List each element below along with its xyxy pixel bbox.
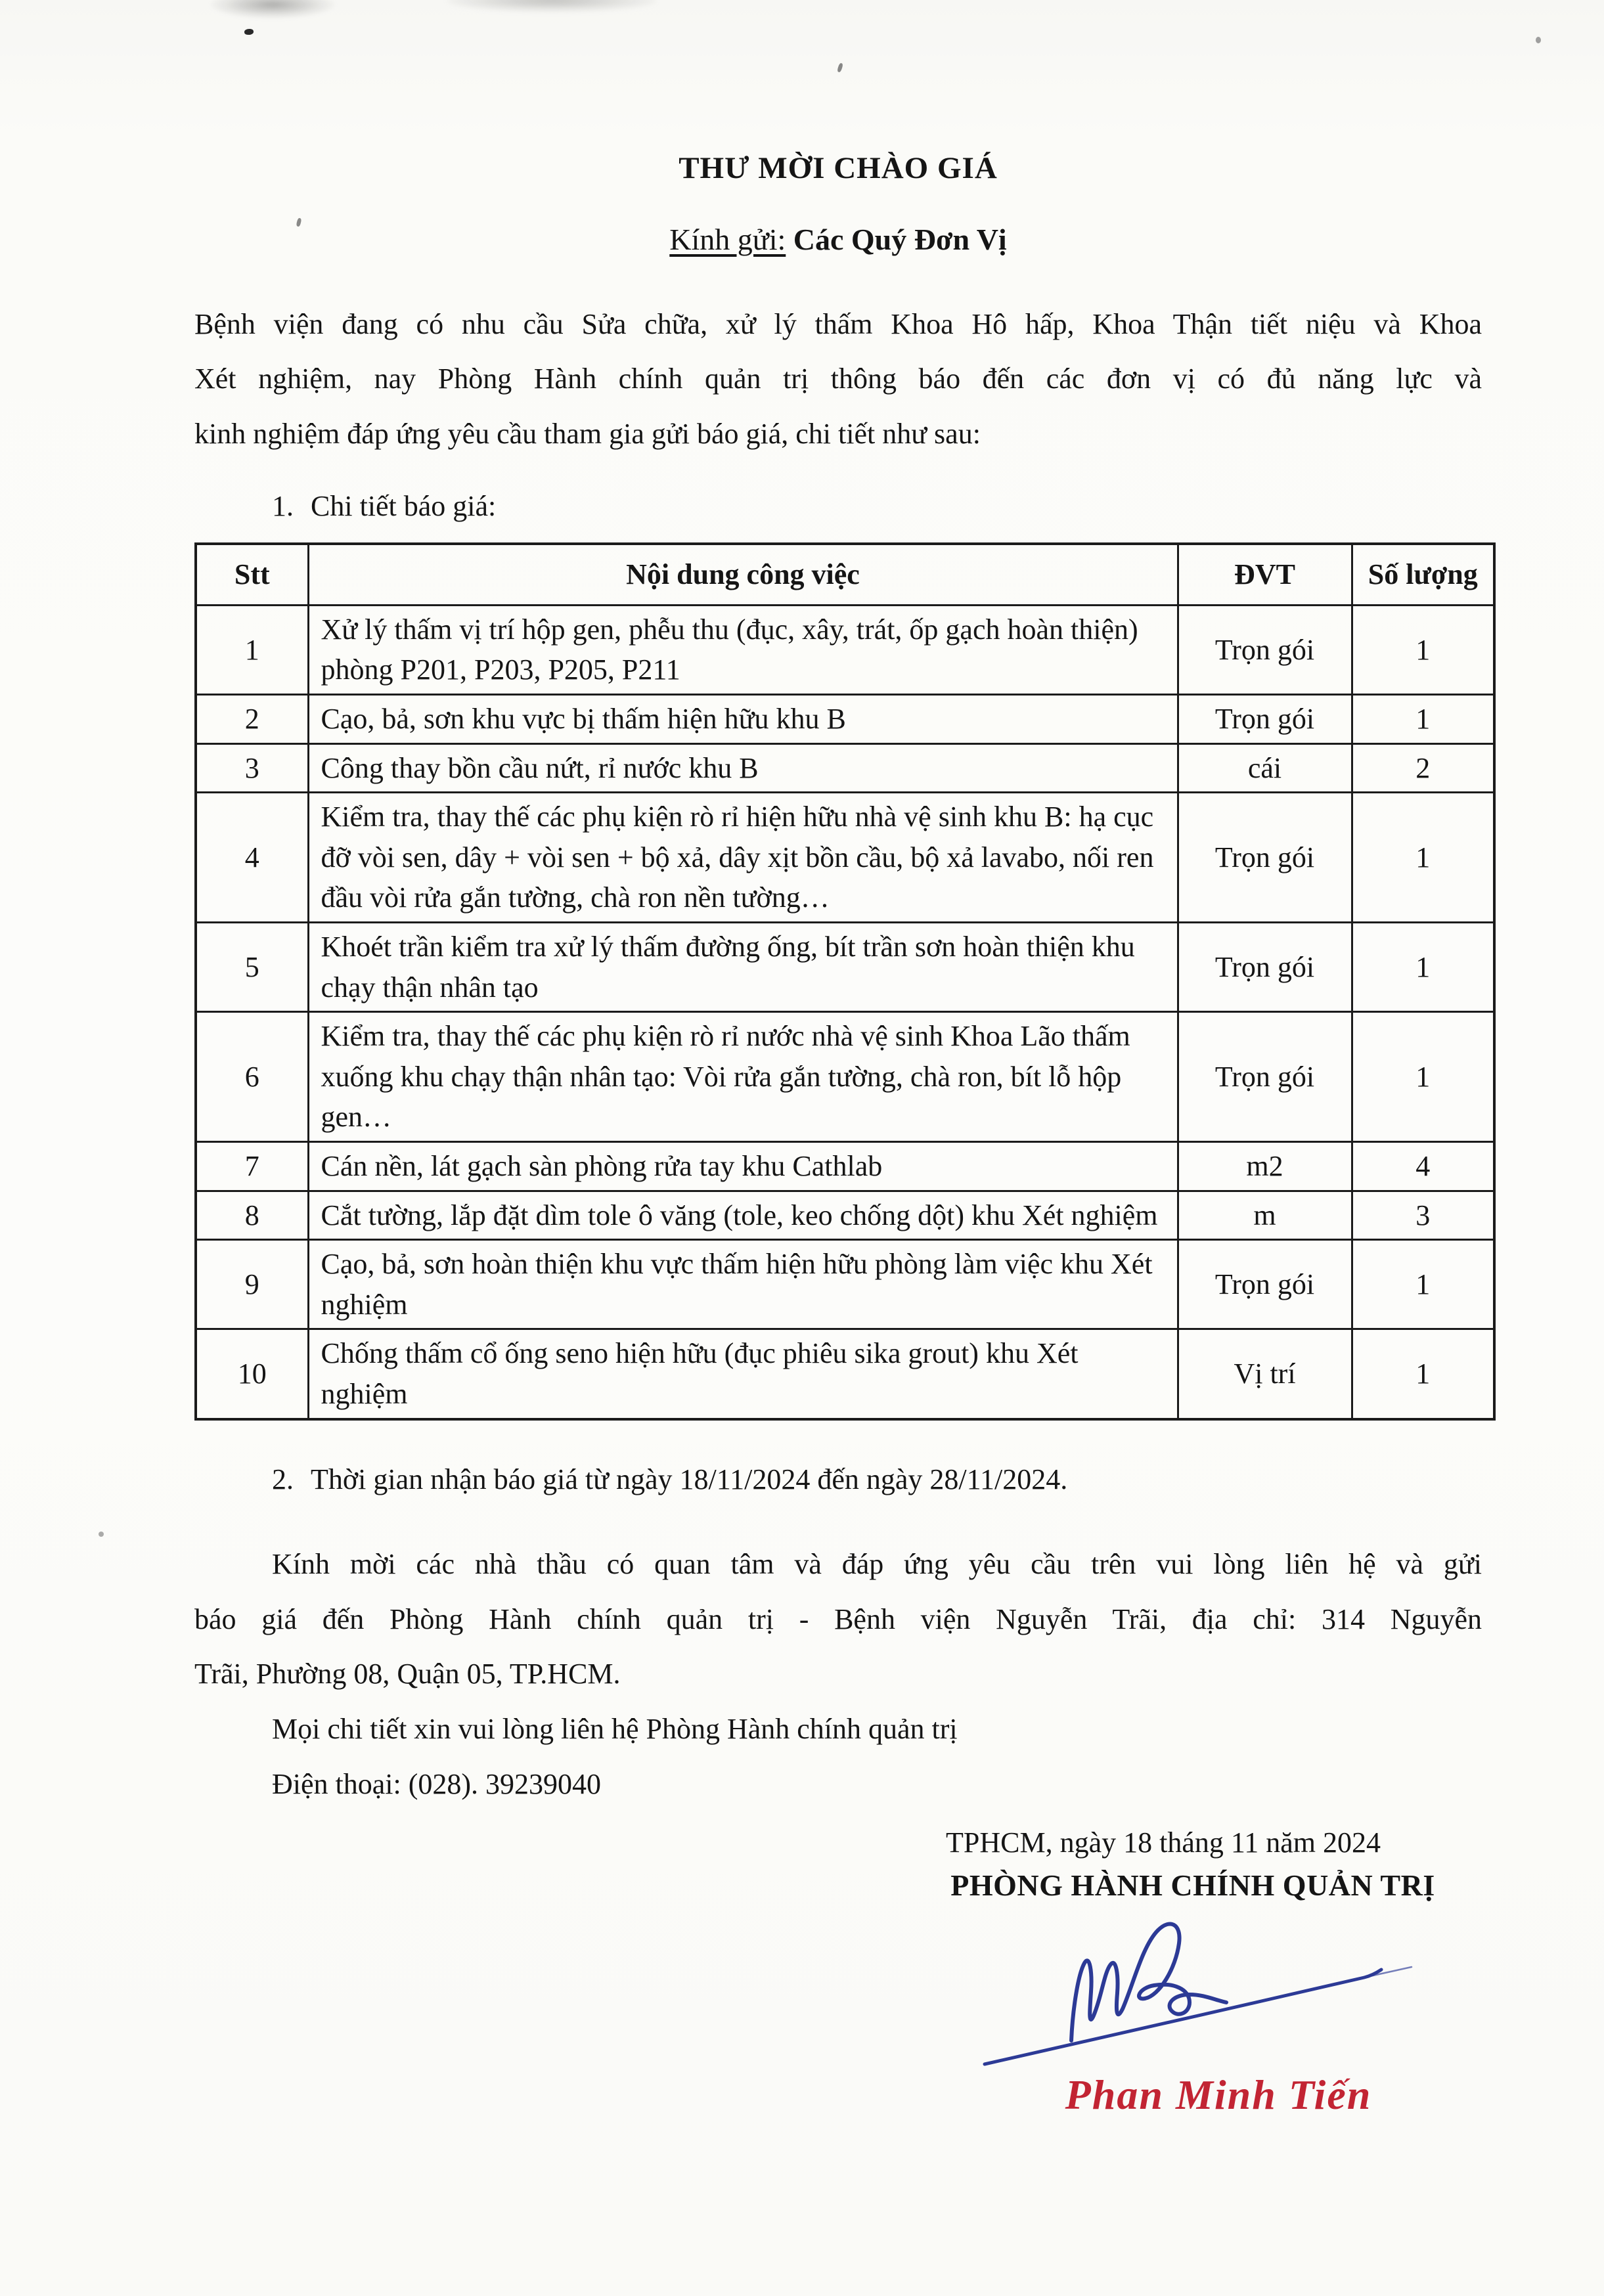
- row-qty: 3: [1352, 1191, 1494, 1240]
- row-unit: Trọn gói: [1178, 695, 1352, 744]
- row-content: Cán nền, lát gạch sàn phòng rửa tay khu Cathlab: [308, 1141, 1178, 1191]
- row-content: Cạo, bả, sơn hoàn thiện khu vực thấm hiện hữu phòng làm việc khu Xét nghiệm: [308, 1240, 1178, 1329]
- row-qty: 2: [1352, 743, 1494, 793]
- document-content: [194, 0, 1482, 2119]
- closing-line: báo giá đến Phòng Hành chính quản trị - Bệnh viện Nguyễn Trãi, địa chỉ: 314 Nguyễn: [194, 1602, 1482, 1635]
- row-content: Cắt tường, lắp đặt dìm tole ô văng (tole, keo chống dột) khu Xét nghiệm: [308, 1191, 1178, 1240]
- signature-block: [835, 1822, 1492, 2119]
- table-row: [196, 1240, 1494, 1329]
- row-unit: Trọn gói: [1178, 793, 1352, 923]
- row-unit: Trọn gói: [1178, 1012, 1352, 1142]
- contact-line: Mọi chi tiết xin vui lòng liên hệ Phòng Hành chính quản trị: [272, 1712, 958, 1745]
- place-date-line: TPHCM, ngày 18 tháng 11 năm 2024: [946, 1826, 1381, 1859]
- row-qty: 1: [1352, 605, 1494, 694]
- salutation-recipient: Các Quý Đơn Vị: [793, 223, 1007, 257]
- row-unit: m2: [1178, 1141, 1352, 1191]
- section-1-number: 1.: [272, 489, 294, 522]
- row-qty: 1: [1352, 923, 1494, 1012]
- row-unit: Trọn gói: [1178, 923, 1352, 1012]
- row-index: 3: [196, 743, 308, 793]
- row-content: Kiểm tra, thay thế các phụ kiện rò rỉ hiện hữu nhà vệ sinh khu B: hạ cục đỡ vòi sen, dây + vòi sen + bộ xả, dây xịt bồn cầu, bộ xả lavabo, nối ren đầu vòi rửa gắn tường, chà ron nền tường…: [308, 793, 1178, 923]
- closing-line: Trãi, Phường 08, Quận 05, TP.HCM.: [194, 1658, 621, 1690]
- row-qty: 1: [1352, 1012, 1494, 1142]
- row-unit: cái: [1178, 743, 1352, 793]
- table-row: [196, 1141, 1494, 1191]
- department-name: PHÒNG HÀNH CHÍNH QUẢN TRỊ: [950, 1868, 1435, 1902]
- row-unit: Trọn gói: [1178, 605, 1352, 694]
- section-1-title: Chi tiết báo giá:: [311, 489, 497, 522]
- salutation-label: Kính gửi:: [669, 223, 786, 257]
- header-qty: Số lượng: [1352, 544, 1494, 605]
- table-row: [196, 1329, 1494, 1419]
- header-unit: ĐVT: [1178, 544, 1352, 605]
- salutation-line: [194, 221, 1482, 259]
- row-index: 4: [196, 793, 308, 923]
- closing-line: Kính mời các nhà thầu có quan tâm và đáp ứng yêu cầu trên vui lòng liên hệ và gửi: [272, 1548, 1482, 1581]
- intro-line: Bệnh viện đang có nhu cầu Sửa chữa, xử lý thấm Khoa Hô hấp, Khoa Thận tiết niệu và Khoa: [194, 307, 1482, 340]
- closing-paragraph: [194, 1537, 1482, 1702]
- row-index: 2: [196, 695, 308, 744]
- table-row: [196, 923, 1494, 1012]
- quote-table-body: [196, 605, 1494, 1419]
- row-index: 8: [196, 1191, 308, 1240]
- signer-name: Phan Minh Tiến: [1065, 2071, 1372, 2118]
- row-unit: Trọn gói: [1178, 1240, 1352, 1329]
- scan-speck: [1536, 37, 1541, 43]
- signature-ink-icon: [973, 1912, 1433, 2067]
- row-index: 6: [196, 1012, 308, 1142]
- quote-table: [194, 542, 1496, 1420]
- intro-line: Xét nghiệm, nay Phòng Hành chính quản trị thông báo đến các đơn vị có đủ năng lực và: [194, 363, 1482, 395]
- intro-paragraph: [194, 297, 1482, 462]
- row-content: Xử lý thấm vị trí hộp gen, phễu thu (đục, xây, trát, ốp gạch hoàn thiện) phòng P201, P203, P205, P211: [308, 605, 1178, 694]
- row-content: Khoét trần kiểm tra xử lý thấm đường ống, bít trần sơn hoàn thiện khu chạy thận nhân tạo: [308, 923, 1178, 1012]
- section-2-heading: [194, 1452, 1482, 1507]
- row-qty: 1: [1352, 793, 1494, 923]
- section-2-number: 2.: [272, 1463, 294, 1495]
- row-unit: Vị trí: [1178, 1329, 1352, 1419]
- row-qty: 1: [1352, 695, 1494, 744]
- row-qty: 4: [1352, 1141, 1494, 1191]
- section-1-heading: [194, 479, 1482, 534]
- row-qty: 1: [1352, 1240, 1494, 1329]
- row-qty: 1: [1352, 1329, 1494, 1419]
- page-title: THƯ MỜI CHÀO GIÁ: [679, 151, 998, 185]
- scan-speck: [99, 1532, 104, 1537]
- row-index: 5: [196, 923, 308, 1012]
- table-row: [196, 743, 1494, 793]
- table-row: [196, 793, 1494, 923]
- intro-line: kinh nghiệm đáp ứng yêu cầu tham gia gửi báo giá, chi tiết như sau:: [194, 418, 981, 451]
- table-row: [196, 1191, 1494, 1240]
- header-stt: Stt: [196, 544, 308, 605]
- row-index: 10: [196, 1329, 308, 1419]
- table-header-row: [196, 544, 1494, 605]
- row-unit: m: [1178, 1191, 1352, 1240]
- phone-line: Điện thoại: (028). 39239040: [272, 1767, 602, 1800]
- row-content: Công thay bồn cầu nứt, rỉ nước khu B: [308, 743, 1178, 793]
- handwritten-signature: [874, 1912, 1531, 2067]
- row-content: Cạo, bả, sơn khu vực bị thấm hiện hữu khu B: [308, 695, 1178, 744]
- table-row: [196, 695, 1494, 744]
- row-index: 9: [196, 1240, 308, 1329]
- row-index: 7: [196, 1141, 308, 1191]
- row-index: 1: [196, 605, 308, 694]
- row-content: Chống thấm cổ ống seno hiện hữu (đục phiêu sika grout) khu Xét nghiệm: [308, 1329, 1178, 1419]
- header-content: Nội dung công việc: [308, 544, 1178, 605]
- table-row: [196, 605, 1494, 694]
- section-2-text: Thời gian nhận báo giá từ ngày 18/11/2024 đến ngày 28/11/2024.: [311, 1463, 1068, 1495]
- table-row: [196, 1012, 1494, 1142]
- row-content: Kiểm tra, thay thế các phụ kiện rò rỉ nước nhà vệ sinh Khoa Lão thấm xuống khu chạy thận nhân tạo: Vòi rửa gắn tường, chà ron, bít lỗ hộp gen…: [308, 1012, 1178, 1142]
